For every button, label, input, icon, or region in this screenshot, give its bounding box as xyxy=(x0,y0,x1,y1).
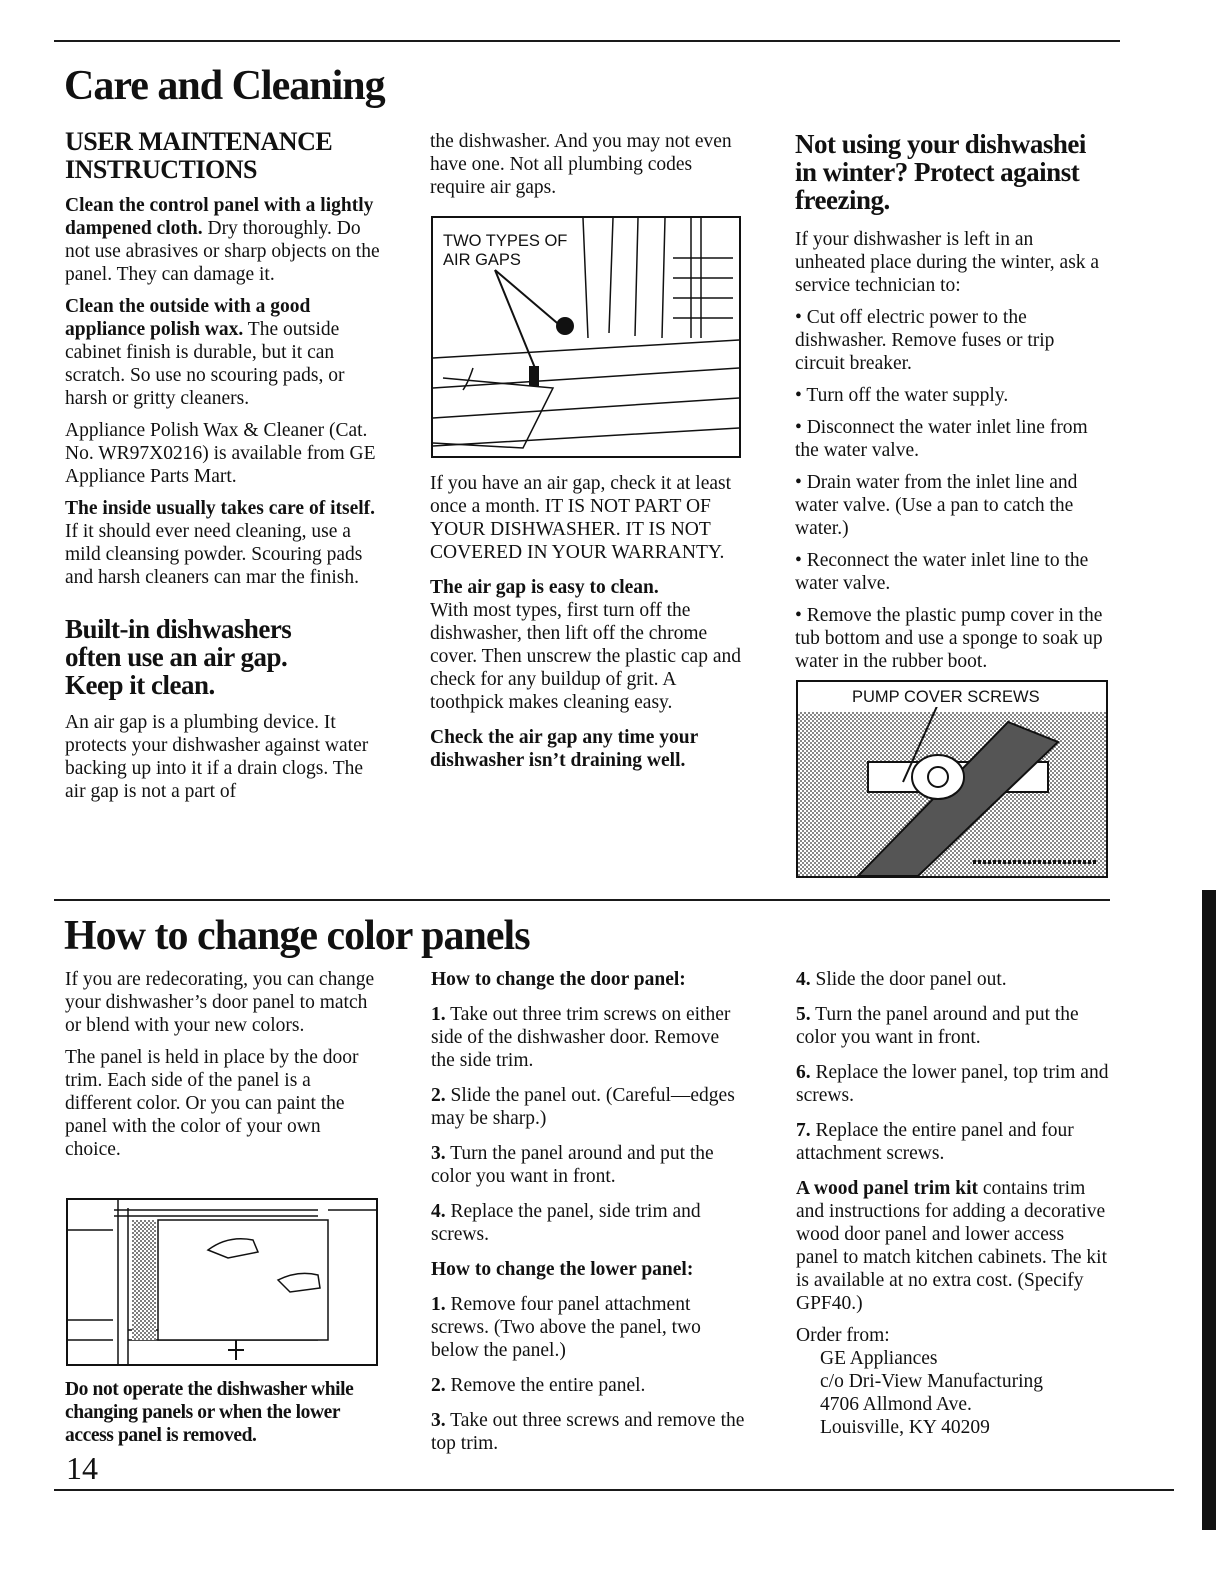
step-text: Replace the lower panel, top trim and screws. xyxy=(796,1062,1109,1106)
lower-panel-column xyxy=(796,968,1111,1439)
step-text: Turn the panel around and put the color you want in front. xyxy=(431,1143,714,1187)
lower-step xyxy=(431,1409,746,1455)
step-number: 4. xyxy=(796,969,811,990)
door-step xyxy=(431,1003,746,1072)
panels-title: How to change color panels xyxy=(64,913,530,959)
address-line: Louisville, KY 40209 xyxy=(820,1417,990,1438)
step-number: 3. xyxy=(431,1143,446,1164)
air-gap-clean-text: With most types, first turn off the dishwasher, then lift off the chrome cover. Then unscrew the plastic cap and check for any buildup of grit. A toothpick makes cleaning easy. xyxy=(430,600,741,713)
panels-intro-1: If you are redecorating, you can change your dishwasher’s door panel to match or blend with your new colors. xyxy=(65,969,375,1036)
outside-text: The outside cabinet finish is durable, but it can scratch. So use no scouring pads, or harsh or gritty cleaners. xyxy=(65,319,345,409)
order-from: Order from: xyxy=(796,1325,890,1346)
door-step xyxy=(431,1142,746,1188)
step-number: 1. xyxy=(431,1294,446,1315)
page-title: Care and Cleaning xyxy=(64,63,385,109)
step-number: 2. xyxy=(431,1375,446,1396)
inside-paragraph xyxy=(65,497,380,589)
wood-kit-bold: A wood panel trim kit xyxy=(796,1178,979,1199)
lower-step xyxy=(796,968,1111,991)
lower-step xyxy=(796,1061,1111,1107)
winter-bullet: • Reconnect the water inlet line to the water valve. xyxy=(795,550,1089,594)
control-panel-bold: Clean the control panel with a lightly dampened cloth. xyxy=(65,195,374,239)
address-line: 4706 Allmond Ave. xyxy=(820,1394,972,1415)
address-line: c/o Dri-View Manufacturing xyxy=(820,1371,1044,1392)
outside-bold: Clean the outside with a good appliance polish wax. xyxy=(65,296,311,340)
panels-warning: Do not operate the dishwasher while changing panels or when the lower access panel is removed. xyxy=(65,1379,354,1446)
air-gap-figure xyxy=(431,216,741,458)
winter-heading: Not using your dishwashei in winter? Protect against freezing. xyxy=(795,129,1086,215)
air-gap-illustration xyxy=(433,218,739,456)
inside-text: If it should ever need cleaning, use a mild cleansing powder. Scouring pads and harsh cleaners can mar the finish. xyxy=(65,521,363,588)
door-panel-heading: How to change the door panel: xyxy=(431,969,686,990)
lower-step xyxy=(431,1293,746,1362)
air-gap-warning: Check the air gap any time your dishwasher isn’t draining well. xyxy=(430,727,698,771)
control-panel-text: Dry thoroughly. Do not use abrasives or sharp objects on the panel. They can damage it. xyxy=(65,218,380,285)
lower-step xyxy=(796,1003,1111,1049)
air-gap-figure-label: TWO TYPES OF AIR GAPS xyxy=(443,232,568,269)
section-rule xyxy=(54,899,1110,901)
pump-cover-figure xyxy=(796,680,1108,878)
maintenance-heading: USER MAINTENANCE INSTRUCTIONS xyxy=(65,127,333,184)
door-panel-illustration xyxy=(68,1200,376,1364)
scan-edge xyxy=(1202,890,1216,1530)
lower-step xyxy=(796,1119,1111,1165)
door-panel-figure xyxy=(66,1198,378,1366)
step-number: 6. xyxy=(796,1062,811,1083)
wood-kit-paragraph xyxy=(796,1177,1111,1315)
step-text: Remove the entire panel. xyxy=(445,1375,646,1396)
air-gap-check-paragraph: If you have an air gap, check it at least once a month. IT IS NOT PART OF YOUR DISHWASHER. IT IS NOT COVERED IN YOUR WARRANTY. xyxy=(430,473,732,563)
door-panel-column xyxy=(431,968,746,1467)
air-gap-heading: Built-in dishwashers often use an air gap. Keep it clean. xyxy=(65,614,292,700)
step-text: Turn the panel around and put the color you want in front. xyxy=(796,1004,1079,1048)
address-line: GE Appliances xyxy=(820,1348,938,1369)
air-gap-clean-paragraph xyxy=(430,576,750,714)
control-panel-paragraph xyxy=(65,194,380,286)
panels-intro-2: The panel is held in place by the door trim. Each side of the panel is a different color. Or you can paint the panel with the color of your own choice. xyxy=(65,1047,359,1160)
door-step xyxy=(431,1084,746,1130)
winter-bullet: • Cut off electric power to the dishwasher. Remove fuses or trip circuit breaker. xyxy=(795,307,1055,374)
lower-panel-heading: How to change the lower panel: xyxy=(431,1259,694,1280)
inside-bold: The inside usually takes care of itself. xyxy=(65,498,376,519)
panels-intro-column xyxy=(65,968,380,1170)
winter-bullet: • Turn off the water supply. xyxy=(795,385,1009,406)
winter-bullet: • Disconnect the water inlet line from the water valve. xyxy=(795,417,1088,461)
winter-intro: If your dishwasher is left in an unheated place during the winter, ask a service technician to: xyxy=(795,229,1100,296)
lower-step xyxy=(431,1374,746,1397)
winter-column xyxy=(795,130,1105,682)
step-text: Replace the entire panel and four attachment screws. xyxy=(796,1120,1074,1164)
door-step xyxy=(431,1200,746,1246)
page-number: 14 xyxy=(66,1450,98,1486)
step-number: 3. xyxy=(431,1410,446,1431)
air-gap-column-lower xyxy=(430,472,750,781)
air-gap-column xyxy=(430,130,750,208)
step-text: Slide the panel out. (Careful—edges may be sharp.) xyxy=(431,1085,735,1129)
step-text: Slide the door panel out. xyxy=(810,969,1007,990)
winter-bullet: • Remove the plastic pump cover in the tub bottom and use a sponge to soak up water in the rubber boot. xyxy=(795,605,1103,672)
step-text: Take out three trim screws on either side of the dishwasher door. Remove the side trim. xyxy=(431,1004,731,1071)
pump-cover-illustration xyxy=(798,682,1106,876)
wood-kit-text: contains trim and instructions for adding a decorative wood door panel and lower access panel to match kitchen cabinets. The kit is available at no extra cost. (Specify GPF40.) xyxy=(796,1178,1108,1314)
step-number: 5. xyxy=(796,1004,811,1025)
step-text: Take out three screws and remove the top trim. xyxy=(431,1410,745,1454)
panels-warning-column xyxy=(65,1378,380,1456)
pump-cover-figure-label: PUMP COVER SCREWS xyxy=(848,688,1044,707)
winter-bullet: • Drain water from the inlet line and water valve. (Use a pan to catch the water.) xyxy=(795,472,1078,539)
air-gap-intro: An air gap is a plumbing device. It protects your dishwasher against water backing up into it if a drain clogs. The air gap is not a part of xyxy=(65,712,369,802)
top-rule xyxy=(54,40,1120,42)
step-text: Replace the panel, side trim and screws. xyxy=(431,1201,701,1245)
air-gap-intro-continued: the dishwasher. And you may not even have one. Not all plumbing codes require air gaps. xyxy=(430,131,732,198)
step-number: 1. xyxy=(431,1004,446,1025)
polish-wax-paragraph: Appliance Polish Wax & Cleaner (Cat. No. WR97X0216) is available from GE Appliance Parts Mart. xyxy=(65,420,376,487)
air-gap-clean-bold: The air gap is easy to clean. xyxy=(430,577,659,598)
step-number: 7. xyxy=(796,1120,811,1141)
bottom-rule xyxy=(54,1489,1174,1491)
maintenance-column xyxy=(65,128,380,812)
step-text: Remove four panel attachment screws. (Two above the panel, two below the panel.) xyxy=(431,1294,701,1361)
step-number: 2. xyxy=(431,1085,446,1106)
outside-paragraph xyxy=(65,295,380,410)
step-number: 4. xyxy=(431,1201,446,1222)
